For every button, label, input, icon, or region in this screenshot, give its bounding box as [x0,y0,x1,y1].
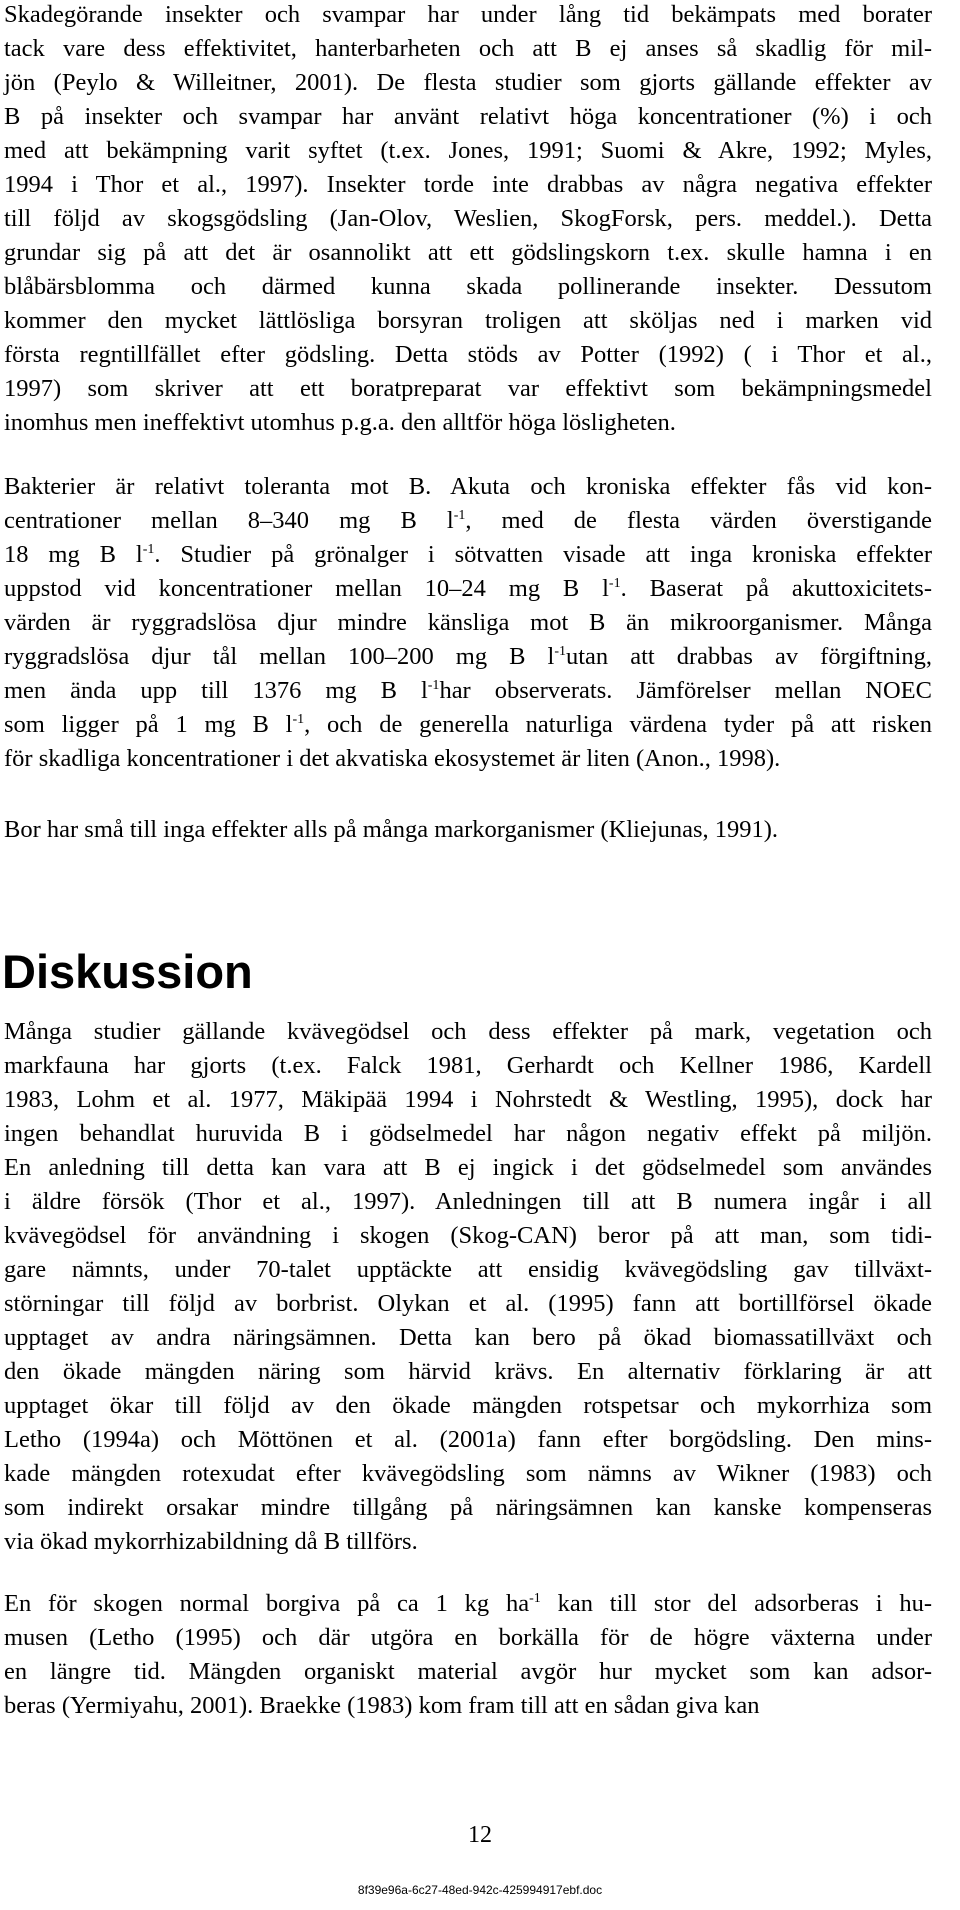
text-run: musen (Letho (1995) och där utgöra en borkälla för de högre växterna under [4,1624,932,1651]
text-line [4,1287,932,1321]
text-line [4,1185,932,1219]
text-run: centrationer mellan 8–340 mg B l [4,507,454,534]
text-line [4,406,932,440]
text-line [4,1083,932,1117]
text-line [4,470,932,504]
text-run: 1983, Lohm et al. 1977, Mäkipää 1994 i Nohrstedt & Westling, 1995), dock har [4,1086,932,1113]
superscript: -1 [529,1591,541,1606]
text-run: . Studier på grönalger i sötvatten visade att inga kroniska effekter [154,541,932,568]
text-line [4,1525,932,1559]
text-run: tack vare dess effektivitet, hanterbarheten och att B ej anses så skadlig för mil- [4,35,932,62]
text-line [4,813,932,847]
paragraph [4,1015,932,1559]
superscript: -1 [292,712,305,727]
text-run: markfauna har gjorts (t.ex. Falck 1981, Gerhardt och Kellner 1986, Kardell [4,1052,932,1079]
text-run: jön (Peylo & Willeitner, 2001). De flesta studier som gjorts gällande effekter av [4,69,932,96]
text-line [4,674,932,708]
text-run: som ligger på 1 mg B l [4,711,293,738]
text-run: Bor har små till inga effekter alls på många markorganismer (Kliejunas, 1991). [4,816,779,843]
text-line [4,372,932,406]
text-run: En anledning till detta kan vara att B ej ingick i det gödselmedel som användes [4,1154,932,1181]
text-line [4,1389,932,1423]
text-run: blåbärsblomma och därmed kunna skada pollinerande insekter. Dessutom [4,273,932,300]
text-line [4,572,932,606]
text-run: Letho (1994a) och Möttönen et al. (2001a) fann efter borgödsling. Den mins- [4,1426,932,1453]
text-run: störningar till följd av borbrist. Olykan et al. (1995) fann att bortillförsel ökade [4,1290,932,1317]
superscript: -1 [608,576,621,591]
text-run: men ända upp till 1376 mg B l [4,677,428,704]
superscript: -1 [554,644,566,659]
text-line [4,1253,932,1287]
text-line [4,504,932,538]
text-line [4,1219,932,1253]
text-line [4,1655,932,1689]
text-run: 1997) som skriver att ett boratpreparat var effektivt som bekämpningsmedel [4,375,932,402]
paragraph [4,470,932,776]
paragraph [4,813,932,847]
text-run: Skadegörande insekter och svampar har under lång tid bekämpats med borater [4,1,932,28]
text-line [4,708,932,742]
text-run: ingen behandlat huruvida B i gödselmedel har någon negativ effekt på miljön. [4,1120,932,1147]
text-run: som indirekt orsakar mindre tillgång på näringsämnen kan kanske kompenseras [4,1494,932,1521]
text-line [4,202,932,236]
text-run: kan till stor del adsorberas i hu- [540,1590,932,1617]
text-line [4,1587,932,1621]
text-line [4,640,932,674]
text-line [4,1321,932,1355]
text-run: Många studier gällande kvävegödsel och dess effekter på mark, vegetation och [4,1018,932,1045]
text-run: 18 mg B l [4,541,143,568]
text-run: en längre tid. Mängden organiskt material avgör hur mycket som kan adsor- [4,1658,932,1685]
text-run: via ökad mykorrhizabildning då B tillförs. [4,1528,418,1555]
paragraph [4,1587,932,1723]
text-run: utan att drabbas av förgiftning, [566,643,932,670]
text-line [4,304,932,338]
text-run: . Baserat på akuttoxicitets- [620,575,932,602]
text-line [4,134,932,168]
text-run: 1994 i Thor et al., 1997). Insekter torde inte drabbas av några negativa effekter [4,171,932,198]
text-run: kade mängden rotexudat efter kvävegödsling som nämns av Wikner (1983) och [4,1460,932,1487]
text-run: beras (Yermiyahu, 2001). Braekke (1983) kom fram till att en sådan giva kan [4,1692,760,1719]
text-run: B på insekter och svampar har använt relativt höga koncentrationer (%) i och [4,103,932,130]
text-run: upptaget ökar till följd av den ökade mängden rotspetsar och mykorrhiza som [4,1392,932,1419]
text-run: kommer den mycket lättlösliga borsyran troligen att sköljas ned i marken vid [4,307,932,334]
superscript: -1 [142,542,155,557]
text-run: första regntillfället efter gödsling. Detta stöds av Potter (1992) ( i Thor et al., [4,341,932,368]
text-run: , och de generella naturliga värdena tyder på att risken [304,711,932,738]
text-line [4,100,932,134]
text-line [4,338,932,372]
superscript: -1 [453,508,466,523]
text-run: upptaget av andra näringsämnen. Detta kan bero på ökad biomassatillväxt och [4,1324,932,1351]
text-line [4,1423,932,1457]
text-line [4,270,932,304]
text-run: inomhus men ineffektivt utomhus p.g.a. den alltför höga lösligheten. [4,409,676,436]
text-line [4,1457,932,1491]
text-run: uppstod vid koncentrationer mellan 10–24 mg B l [4,575,609,602]
document-id: 8f39e96a-6c27-48ed-942c-425994917ebf.doc [357,1883,603,1897]
text-line [4,1689,932,1723]
text-run: kvävegödsel för användning i skogen (Skog-CAN) beror på att man, som tidi- [4,1222,932,1249]
superscript: -1 [427,678,440,693]
text-line [4,168,932,202]
text-run: värden är ryggradslösa djur mindre känsliga mot B än mikroorganismer. Många [4,609,932,636]
text-line [4,1117,932,1151]
paragraph [4,0,932,440]
text-line [4,66,932,100]
text-run: har observerats. Jämförelser mellan NOEC [439,677,932,704]
text-run: till följd av skogsgödsling (Jan-Olov, Weslien, SkogForsk, pers. meddel.). Detta [4,205,932,232]
text-run: Bakterier är relativt toleranta mot B. Akuta och kroniska effekter fås vid kon- [4,473,932,500]
text-line [4,606,932,640]
page-number: 12 [468,1822,492,1848]
text-line [4,1491,932,1525]
text-line [4,32,932,66]
text-run: grundar sig på att det är osannolikt att ett gödslingskorn t.ex. skulle hamna i en [4,239,932,266]
text-line [4,742,932,776]
text-line [4,1049,932,1083]
section-heading: Diskussion [2,945,253,998]
text-line [4,236,932,270]
text-line [4,1015,932,1049]
text-run: den ökade mängden näring som härvid krävs. En alternativ förklaring är att [4,1358,932,1385]
text-line [4,1151,932,1185]
text-line [4,0,932,32]
text-run: gare nämnts, under 70-talet upptäckte att ensidig kvävegödsling gav tillväxt- [4,1256,932,1283]
text-run: med att bekämpning varit syftet (t.ex. Jones, 1991; Suomi & Akre, 1992; Myles, [4,137,932,164]
text-run: ryggradslösa djur tål mellan 100–200 mg B l [4,643,555,670]
text-line [4,1355,932,1389]
text-run: , med de flesta värden överstigande [465,507,933,534]
text-run: i äldre försök (Thor et al., 1997). Anledningen till att B numera ingår i all [4,1188,932,1215]
text-line [4,1621,932,1655]
text-line [4,538,932,572]
text-run: En för skogen normal borgiva på ca 1 kg ha [4,1590,530,1617]
text-run: för skadliga koncentrationer i det akvatiska ekosystemet är liten (Anon., 1998). [4,745,781,772]
